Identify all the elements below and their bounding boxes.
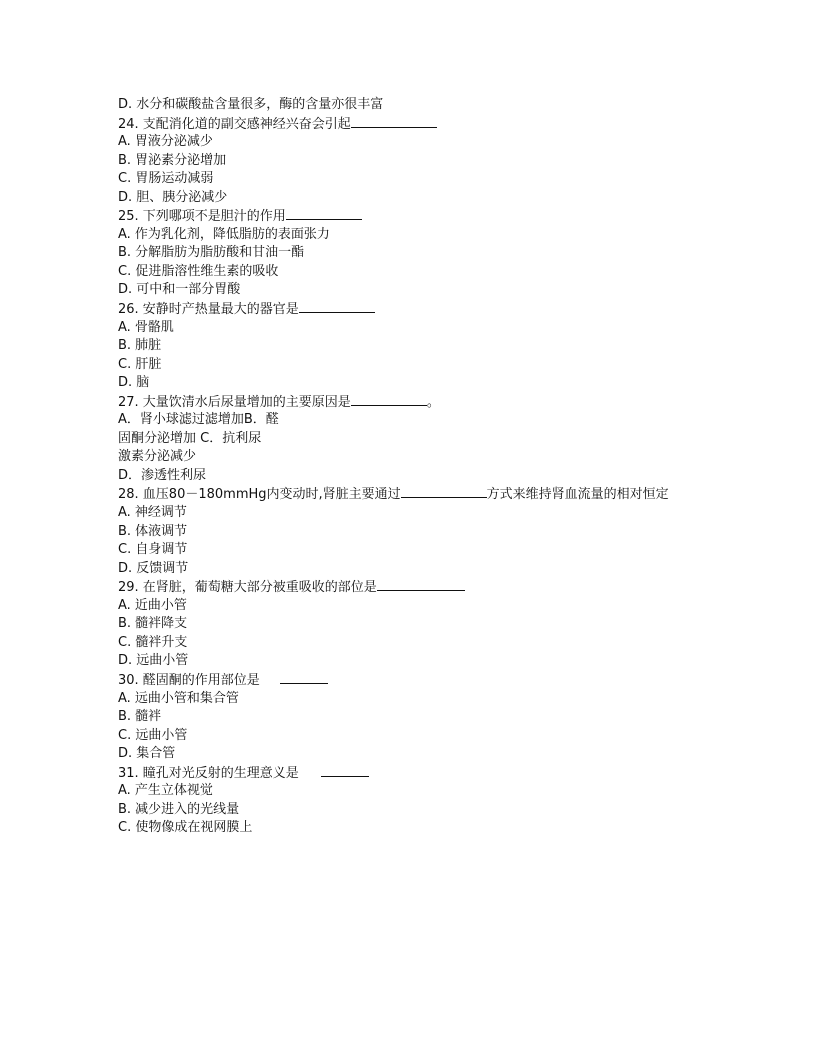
text-line — [118, 615, 758, 634]
line-text: 28. 血压80－180mmHg内变动时,肾脏主要通过 — [118, 487, 401, 503]
text-line — [118, 671, 758, 690]
text-line — [118, 634, 758, 653]
text-line — [118, 764, 758, 783]
line-text: D. 反馈调节 — [118, 560, 189, 576]
text-line — [118, 448, 758, 467]
text-line — [118, 356, 758, 375]
line-text: 31. 瞳孔对光反射的生理意义是 — [118, 765, 299, 781]
text-line — [118, 560, 758, 579]
answer-blank — [351, 115, 437, 128]
text-line — [118, 96, 758, 115]
line-text: A. 神经调节 — [118, 505, 187, 521]
text-line — [118, 133, 758, 152]
text-line — [118, 504, 758, 523]
text-line — [118, 337, 758, 356]
line-text: B. 胃泌素分泌增加 — [118, 152, 227, 168]
text-line — [118, 170, 758, 189]
text-line — [118, 319, 758, 338]
text-line — [118, 578, 758, 597]
line-text: 27. 大量饮清水后尿量增加的主要原因是 — [118, 394, 351, 410]
line-text: A. 近曲小管 — [118, 597, 187, 613]
line-text: D．渗透性利尿 — [118, 467, 207, 483]
answer-blank — [401, 485, 487, 498]
line-text: 激素分泌减少 — [118, 449, 197, 465]
text-line — [118, 411, 758, 430]
line-text: D. 水分和碳酸盐含量很多，酶的含量亦很丰富 — [118, 97, 384, 112]
line-text: C. 使物像成在视网膜上 — [118, 820, 253, 836]
line-text: B. 髓袢降支 — [118, 616, 188, 632]
line-text: 固酮分泌增加 C．抗利尿 — [118, 430, 262, 446]
line-text: A. 骨骼肌 — [118, 319, 174, 335]
line-text: C. 肝脏 — [118, 356, 162, 372]
text-line — [118, 226, 758, 245]
text-line — [118, 597, 758, 616]
line-text: C. 自身调节 — [118, 542, 188, 558]
line-text-after: 方式来维持肾血流量的相对恒定 — [486, 487, 669, 503]
text-line — [118, 281, 758, 300]
line-text: A. 胃液分泌减少 — [118, 134, 213, 150]
text-line — [118, 189, 758, 208]
answer-blank — [286, 207, 362, 220]
line-text: 30. 醛固酮的作用部位是 — [118, 672, 260, 688]
line-text: B. 减少进入的光线量 — [118, 801, 240, 817]
text-line — [118, 690, 758, 709]
text-line — [118, 523, 758, 542]
answer-blank — [299, 300, 375, 313]
line-text: B. 分解脂肪为脂肪酸和甘油一酯 — [118, 245, 305, 261]
line-text: A．肾小球滤过滤增加B．醛 — [118, 412, 279, 428]
text-line — [118, 115, 758, 134]
text-line — [118, 745, 758, 764]
line-text: D. 集合管 — [118, 746, 176, 762]
text-line — [118, 244, 758, 263]
text-line — [118, 430, 758, 449]
line-text: B. 髓袢 — [118, 709, 162, 725]
text-line — [118, 782, 758, 801]
line-text: 26. 安静时产热量最大的器官是 — [118, 302, 299, 318]
line-text: D. 远曲小管 — [118, 653, 189, 669]
line-text: 24. 支配消化道的副交感神经兴奋会引起 — [118, 116, 351, 132]
line-text: A. 远曲小管和集合管 — [118, 690, 239, 706]
line-text: C. 髓袢升支 — [118, 634, 188, 650]
text-line — [118, 374, 758, 393]
line-text: A. 作为乳化剂，降低脂肪的表面张力 — [118, 226, 330, 242]
line-text: 29. 在肾脏，葡萄糖大部分被重吸收的部位是 — [118, 580, 377, 596]
line-text: D. 可中和一部分胃酸 — [118, 282, 241, 298]
text-line — [118, 801, 758, 820]
text-line — [118, 263, 758, 282]
question-list — [118, 96, 758, 838]
text-line — [118, 467, 758, 486]
line-text: B. 肺脏 — [118, 338, 162, 354]
text-line — [118, 652, 758, 671]
line-text: A. 产生立体视觉 — [118, 783, 213, 799]
text-line — [118, 727, 758, 746]
line-text-after: 。 — [426, 394, 440, 410]
answer-blank — [321, 764, 369, 777]
text-line — [118, 207, 758, 226]
text-line — [118, 393, 758, 412]
answer-blank — [351, 393, 427, 406]
line-text: B. 体液调节 — [118, 523, 188, 539]
line-text: C. 促进脂溶性维生素的吸收 — [118, 263, 279, 279]
line-text: D. 胆、胰分泌减少 — [118, 189, 228, 205]
text-line — [118, 819, 758, 838]
text-line — [118, 541, 758, 560]
text-line — [118, 708, 758, 727]
line-text: C. 远曲小管 — [118, 727, 188, 743]
text-line — [118, 152, 758, 171]
text-line — [118, 300, 758, 319]
answer-blank — [280, 671, 328, 684]
text-line — [118, 485, 758, 504]
line-text: 25. 下列哪项不是胆汁的作用 — [118, 209, 286, 225]
answer-blank — [377, 578, 465, 591]
line-text: C. 胃肠运动减弱 — [118, 171, 214, 187]
line-text: D. 脑 — [118, 375, 150, 391]
